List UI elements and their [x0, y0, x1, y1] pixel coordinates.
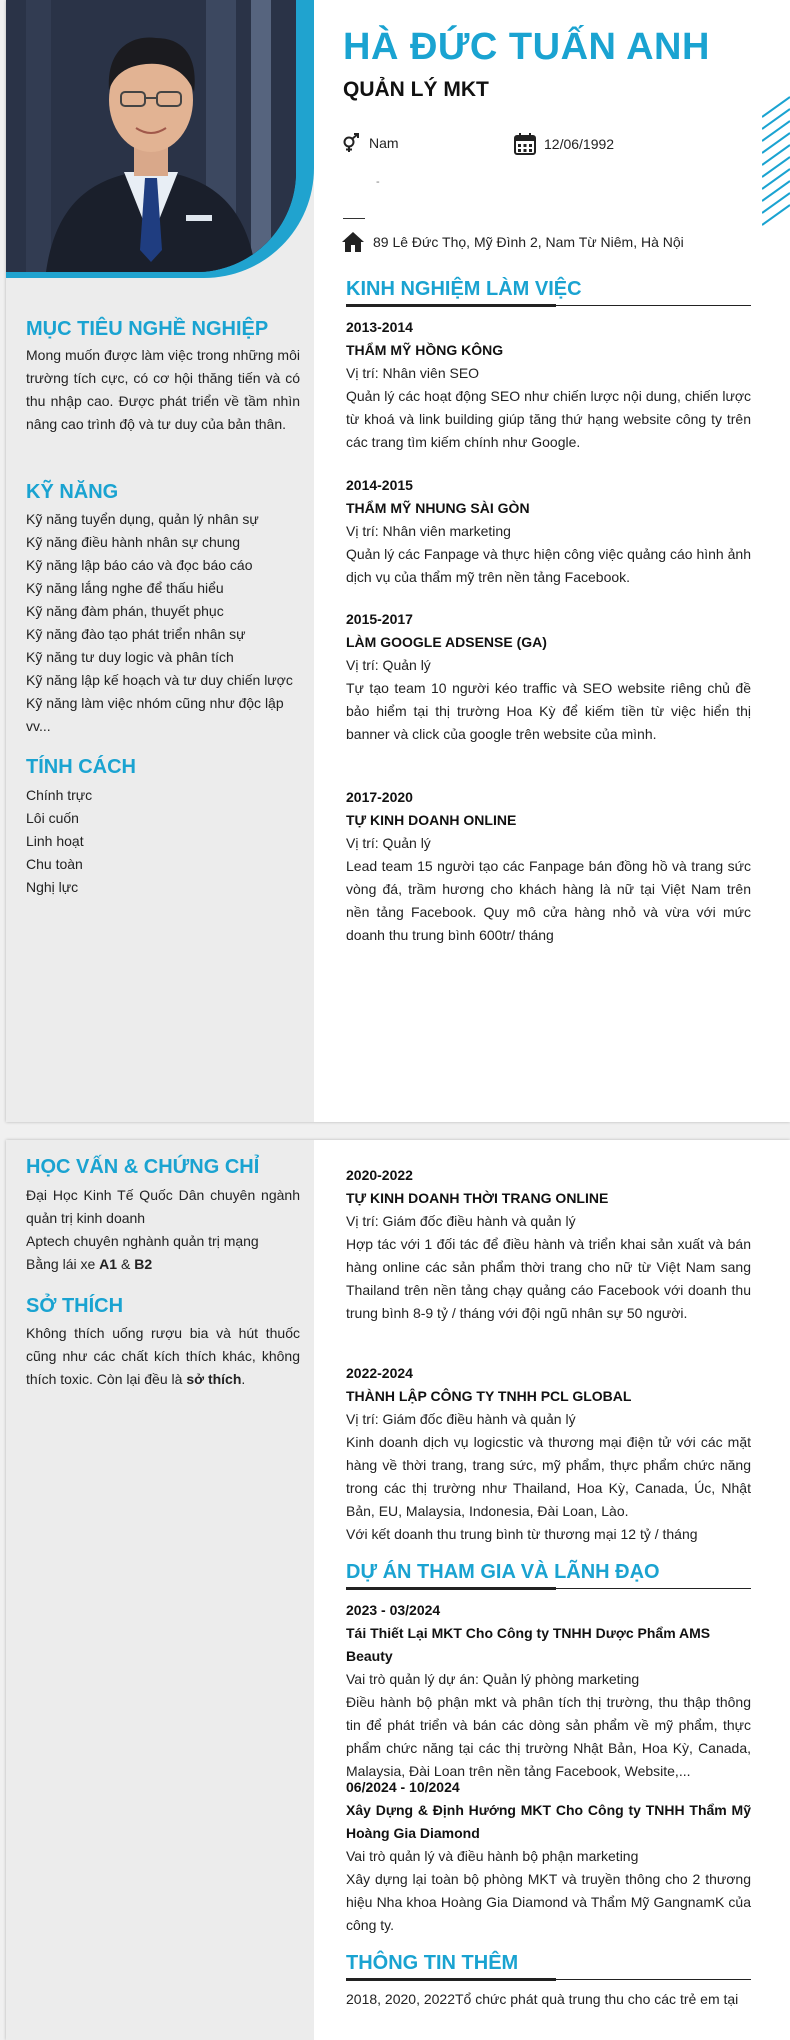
- hobbies-title: SỞ THÍCH: [26, 1295, 124, 1317]
- hobbies-end: .: [241, 1371, 246, 1387]
- hobbies-text: [26, 1322, 300, 1391]
- skill-item: Kỹ năng điều hành nhân sự chung: [26, 534, 241, 550]
- project-desc: Xây dựng lại toàn bộ phòng MKT và truyền thông cho 2 thương hiệu Nha khoa Hoàng Gia Diamond và Thẩm Mỹ GangnamK của công ty.: [346, 1871, 751, 1933]
- skills-list: [26, 508, 300, 738]
- projects-title: DỰ ÁN THAM GIA VÀ LÃNH ĐẠO: [346, 1561, 751, 1589]
- candidate-name: HÀ ĐỨC TUẤN ANH: [343, 26, 710, 68]
- sidebar: [6, 0, 314, 1122]
- address-info: [341, 231, 684, 253]
- experience-position: Vị trí: Nhân viên marketing: [346, 523, 511, 539]
- experience-desc: Tự tạo team 10 người kéo traffic và SEO website riêng chủ đề bảo hiểm tại thị trường Hoa Kỳ để kiếm tiền từ việc hiển thị banner và click của google trên website của mình.: [346, 680, 751, 742]
- skill-item: Kỹ năng đào tạo phát triển nhân sự: [26, 626, 246, 642]
- skill-item: Kỹ năng lập báo cáo và đọc báo cáo: [26, 557, 253, 573]
- divider: [343, 218, 365, 219]
- experience-position: Vị trí: Giám đốc điều hành và quản lý: [346, 1411, 576, 1427]
- license-and: &: [117, 1256, 135, 1272]
- extra-mark: -: [376, 176, 380, 188]
- project-entry: [346, 1599, 751, 1783]
- project-period: 2023 - 03/2024: [346, 1602, 441, 1618]
- experience-company: TỰ KINH DOANH ONLINE: [346, 812, 517, 828]
- personality-title: TÍNH CÁCH: [26, 756, 136, 778]
- experience-desc: Quản lý các Fanpage và thực hiện công việc quảng cáo hình ảnh dịch vụ của thẩm mỹ trên nền tảng Facebook.: [346, 546, 751, 585]
- profile-photo: [6, 0, 296, 272]
- birthdate-info: [514, 133, 614, 155]
- experience-company: THẨM MỸ HỒNG KÔNG: [346, 342, 504, 358]
- decor-stripes: [762, 95, 790, 245]
- license-b2: B2: [134, 1256, 153, 1272]
- personality-item: Chu toàn: [26, 856, 83, 872]
- license-prefix: Bằng lái xe: [26, 1256, 100, 1272]
- project-entry: [346, 1776, 751, 1937]
- experience-entry: [346, 1164, 751, 1325]
- personality-list: [26, 784, 300, 899]
- experience-position: Vị trí: Nhân viên SEO: [346, 365, 480, 381]
- skill-item: Kỹ năng tuyển dụng, quản lý nhân sự: [26, 511, 259, 527]
- birthdate-value: 12/06/1992: [544, 136, 615, 152]
- project-name: Xây Dựng & Định Hướng MKT Cho Công ty TNHH Thẩm Mỹ Hoàng Gia Diamond: [346, 1802, 751, 1841]
- experience-desc: Hợp tác với 1 đối tác để điều hành và triển khai sản xuất và bán hàng online các sản phẩm thời trang cho nữ từ Việt Nam sang Thailand trên nền tảng chạy quảng cáo Facebook với doanh thu trung bình 8-9 tỷ / tháng với đội ngũ nhân sự 50 người.: [346, 1236, 751, 1321]
- education-line: Aptech chuyên nghành quản trị mạng: [26, 1233, 259, 1249]
- candidate-role: QUẢN LÝ MKT: [343, 78, 489, 101]
- hobbies-body: Không thích uống rượu bia và hút thuốc cũng như các chất kích thích khác, không thích toxic. Còn lại đều là: [26, 1325, 300, 1387]
- gender-info: [341, 133, 399, 153]
- skill-item: Kỹ năng lắng nghe để thấu hiểu: [26, 580, 224, 596]
- experience-desc: Quản lý các hoạt động SEO như chiến lược nội dung, chiến lược từ khoá và link building giúp tăng thứ hạng website công ty trên các trang tìm kiếm chính như Google.: [346, 388, 751, 450]
- experience-position: Vị trí: Quản lý: [346, 835, 431, 851]
- skill-item: Kỹ năng đàm phán, thuyết phục: [26, 603, 224, 619]
- experience-desc: Lead team 15 người tạo các Fanpage bán đồng hồ và trang sức vòng đá, trầm hương cho khách hàng là nữ tại Việt Nam trên nền tảng Facebook. Quy mô cửa hàng nhỏ và vừa với mức doanh thu trung bình 600tr/ tháng: [346, 858, 751, 943]
- experience-period: 2013-2014: [346, 319, 413, 335]
- license-line: [26, 1253, 300, 1276]
- experience-extra: Với kết doanh thu trung bình từ thương mại 12 tỷ / tháng: [346, 1526, 698, 1542]
- experience-period: 2014-2015: [346, 477, 413, 493]
- experience-company: THÀNH LẬP CÔNG TY TNHH PCL GLOBAL: [346, 1388, 632, 1404]
- profile-photo-frame: [6, 0, 314, 278]
- experience-company: TỰ KINH DOANH THỜI TRANG ONLINE: [346, 1190, 609, 1206]
- project-role: Vai trò quản lý và điều hành bộ phận marketing: [346, 1848, 639, 1864]
- cv-page-2: [6, 1140, 790, 2040]
- project-desc: Điều hành bộ phận mkt và phân tích thị trường, thu thập thông tin để phát triển và bán các dòng sản phẩm về mỹ phẩm, thực phẩm chức năng tại các thị trường Nhật Bản, Hoa Kỳ, Canada, Malaysia, Đài Loan trên nền tảng Facebook, Website,...: [346, 1694, 751, 1779]
- skills-title: KỸ NĂNG: [26, 481, 119, 503]
- experience-entry: [346, 786, 751, 947]
- sidebar: [6, 1140, 314, 2040]
- project-role: Vai trò quản lý dự án: Quản lý phòng marketing: [346, 1671, 640, 1687]
- experience-desc: Kinh doanh dịch vụ logicstic và thương mại điện tử với các mặt hàng về thời trang, trang sức, mỹ phẩm, thực phẩm chức năng trong các thị trường như Thailand, Hoa Kỳ, Canada, Úc, Nhật Bản, EU, Malaysia, Indonesia, Đài Loan, Lào.: [346, 1434, 751, 1519]
- experience-entry: [346, 608, 751, 746]
- experience-title: KINH NGHIỆM LÀM VIỆC: [346, 278, 751, 306]
- experience-position: Vị trí: Quản lý: [346, 657, 431, 673]
- experience-company: THẨM MỸ NHUNG SÀI GÒN: [346, 500, 530, 516]
- experience-period: 2015-2017: [346, 611, 413, 627]
- calendar-icon: [514, 133, 536, 155]
- project-name: Tái Thiết Lại MKT Cho Công ty TNHH Dược Phẩm AMS Beauty: [346, 1625, 711, 1664]
- experience-company: LÀM GOOGLE ADSENSE (GA): [346, 634, 547, 650]
- home-icon: [341, 231, 365, 253]
- experience-entry: [346, 474, 751, 589]
- address-value: 89 Lê Đức Thọ, Mỹ Đình 2, Nam Từ Niêm, Hà Nội: [373, 234, 684, 250]
- gender-value: Nam: [369, 135, 399, 151]
- objective-text: Mong muốn được làm việc trong những môi trường tích cực, có cơ hội thăng tiến và có thu nhập cao. Được phát triển về tầm nhìn nâng cao trình độ và tư duy của bản thân.: [26, 347, 300, 432]
- license-a1: A1: [99, 1256, 118, 1272]
- education-line: Đại Học Kinh Tế Quốc Dân chuyên ngành quản trị kinh doanh: [26, 1187, 300, 1226]
- personality-item: Linh hoạt: [26, 833, 84, 849]
- personality-item: Lôi cuốn: [26, 810, 79, 826]
- hobbies-bold: sở thích: [186, 1371, 242, 1387]
- experience-period: 2017-2020: [346, 789, 413, 805]
- more-info-title: THÔNG TIN THÊM: [346, 1952, 751, 1980]
- skill-item: Kỹ năng tư duy logic và phân tích: [26, 649, 234, 665]
- experience-entry: [346, 1362, 751, 1546]
- more-info-text: 2018, 2020, 2022Tổ chức phát quà trung thu cho các trẻ em tại: [346, 1991, 739, 2007]
- personality-item: Chính trực: [26, 787, 93, 803]
- cv-page-1: [6, 0, 790, 1122]
- personality-item: Nghị lực: [26, 879, 79, 895]
- objective-title: MỤC TIÊU NGHỀ NGHIỆP: [26, 318, 269, 340]
- gender-icon: [341, 133, 361, 153]
- experience-entry: [346, 316, 751, 454]
- experience-period: 2020-2022: [346, 1167, 413, 1183]
- skill-item: Kỹ năng làm việc nhóm cũng như độc lập vv...: [26, 695, 284, 734]
- education-title: HỌC VẤN & CHỨNG CHỈ: [26, 1156, 260, 1178]
- project-period: 06/2024 - 10/2024: [346, 1779, 460, 1795]
- experience-position: Vị trí: Giám đốc điều hành và quản lý: [346, 1213, 576, 1229]
- skill-item: Kỹ năng lập kế hoạch và tư duy chiến lược: [26, 672, 293, 688]
- experience-period: 2022-2024: [346, 1365, 413, 1381]
